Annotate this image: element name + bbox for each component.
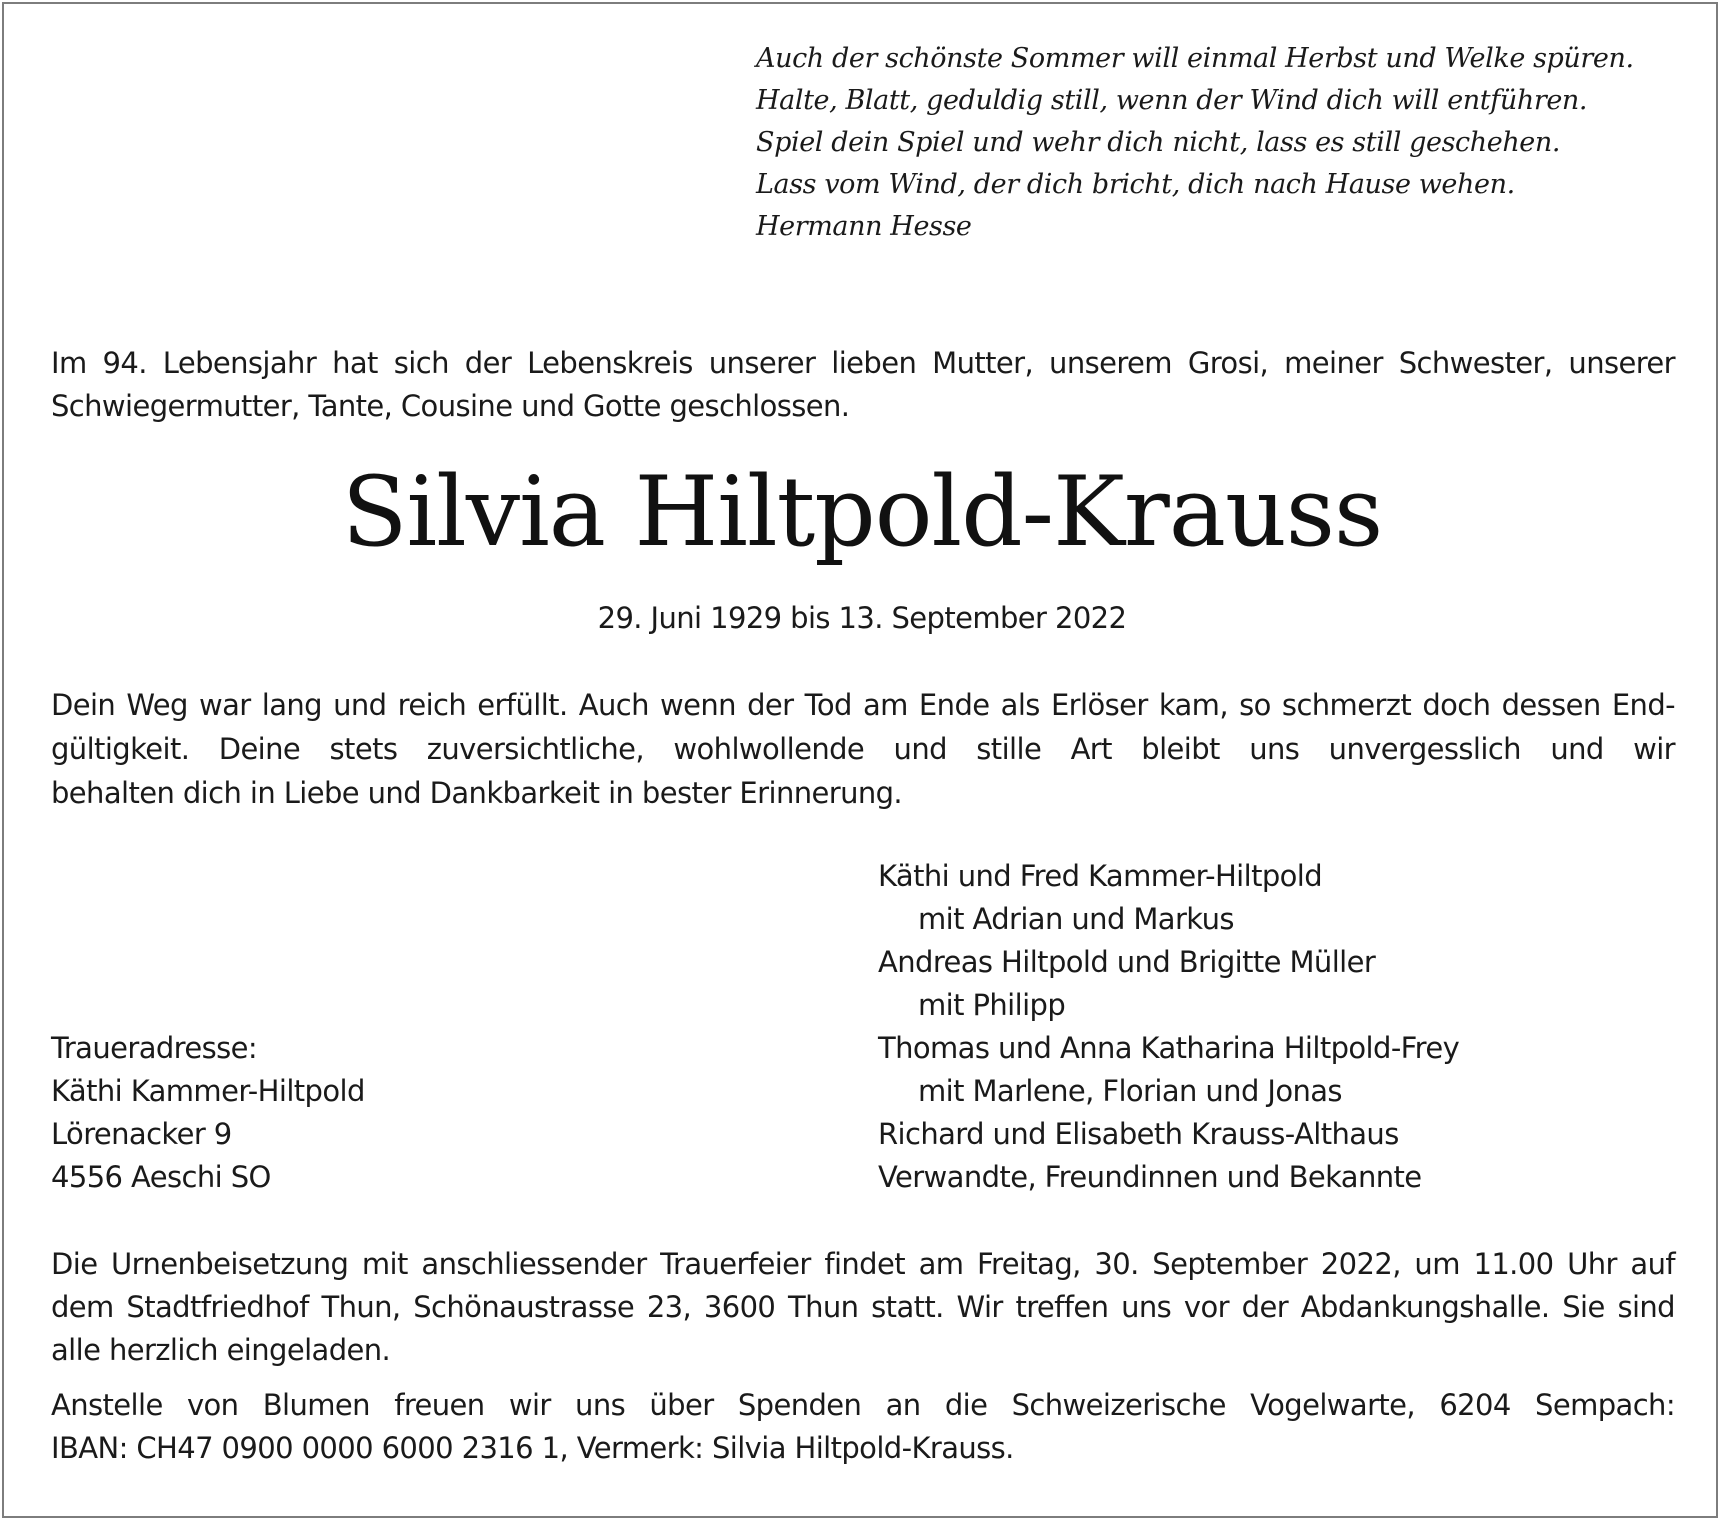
address-line: Lörenacker 9 xyxy=(51,1117,232,1151)
address-line: 4556 Aeschi SO xyxy=(51,1160,271,1194)
poem-line: Halte, Blatt, geduldig still, wenn der Wind dich will entführen. xyxy=(756,85,1588,116)
intro-paragraph xyxy=(51,342,1675,428)
tribute-line: gültigkeit. Deine stets zuversichtliche, wohlwollende und stille Art bleibt uns unvergesslich und wir xyxy=(51,732,1675,766)
donation-line: Anstelle von Blumen freuen wir uns über Spenden an die Schweizerische Vogelwarte, 6204 Sempach: xyxy=(51,1388,1675,1422)
donation-line: IBAN: CH47 0900 0000 6000 2316 1, Vermerk: Silvia Hiltpold-Krauss. xyxy=(51,1431,1014,1465)
ceremony-line: Die Urnenbeisetzung mit anschliessender Trauerfeier findet am Freitag, 30. September 2022, um 11.00 Uhr auf xyxy=(51,1247,1675,1281)
mourner-line: Käthi und Fred Kammer-Hiltpold xyxy=(878,859,1323,893)
mourner-subline: mit Marlene, Florian und Jonas xyxy=(918,1074,1342,1108)
poem-quote xyxy=(756,38,1634,248)
mourner-line: Thomas und Anna Katharina Hiltpold-Frey xyxy=(878,1031,1460,1065)
poem-line: Spiel dein Spiel und wehr dich nicht, lass es still geschehen. xyxy=(756,127,1561,158)
deceased-name: Silvia Hiltpold-Krauss xyxy=(341,456,1383,568)
address-heading: Traueradresse: xyxy=(51,1031,258,1065)
poem-author: Hermann Hesse xyxy=(756,211,972,242)
mourning-address xyxy=(51,1027,365,1199)
donation-paragraph xyxy=(51,1384,1675,1470)
mourner-line: Andreas Hiltpold und Brigitte Müller xyxy=(878,945,1376,979)
life-dates: 29. Juni 1929 bis 13. September 2022 xyxy=(597,601,1127,635)
mourner-line: Richard und Elisabeth Krauss-Althaus xyxy=(878,1117,1399,1151)
tribute-line: behalten dich in Liebe und Dankbarkeit in bester Erinnerung. xyxy=(51,776,903,810)
poem-line: Auch der schönste Sommer will einmal Herbst und Welke spüren. xyxy=(756,43,1634,74)
tribute-line: Dein Weg war lang und reich erfüllt. Auch wenn der Tod am Ende als Erlöser kam, so schmerzt doch dessen End- xyxy=(51,688,1675,722)
address-line: Käthi Kammer-Hiltpold xyxy=(51,1074,365,1108)
mourner-subline: mit Philipp xyxy=(918,988,1066,1022)
intro-line: Im 94. Lebensjahr hat sich der Lebenskreis unserer lieben Mutter, unserem Grosi, meiner Schwester, unserer xyxy=(51,346,1675,380)
tribute-paragraph xyxy=(51,683,1675,815)
ceremony-paragraph xyxy=(51,1243,1675,1372)
ceremony-line: dem Stadtfriedhof Thun, Schönaustrasse 23, 3600 Thun statt. Wir treffen uns vor der Abdankungshalle. Sie sind xyxy=(51,1290,1675,1324)
ceremony-line: alle herzlich eingeladen. xyxy=(51,1333,391,1367)
intro-line: Schwiegermutter, Tante, Cousine und Gotte geschlossen. xyxy=(51,389,850,423)
poem-line: Lass vom Wind, der dich bricht, dich nach Hause wehen. xyxy=(756,169,1515,200)
mourners-list xyxy=(878,855,1459,1199)
mourner-subline: mit Adrian und Markus xyxy=(918,902,1234,936)
mourner-line: Verwandte, Freundinnen und Bekannte xyxy=(878,1160,1422,1194)
